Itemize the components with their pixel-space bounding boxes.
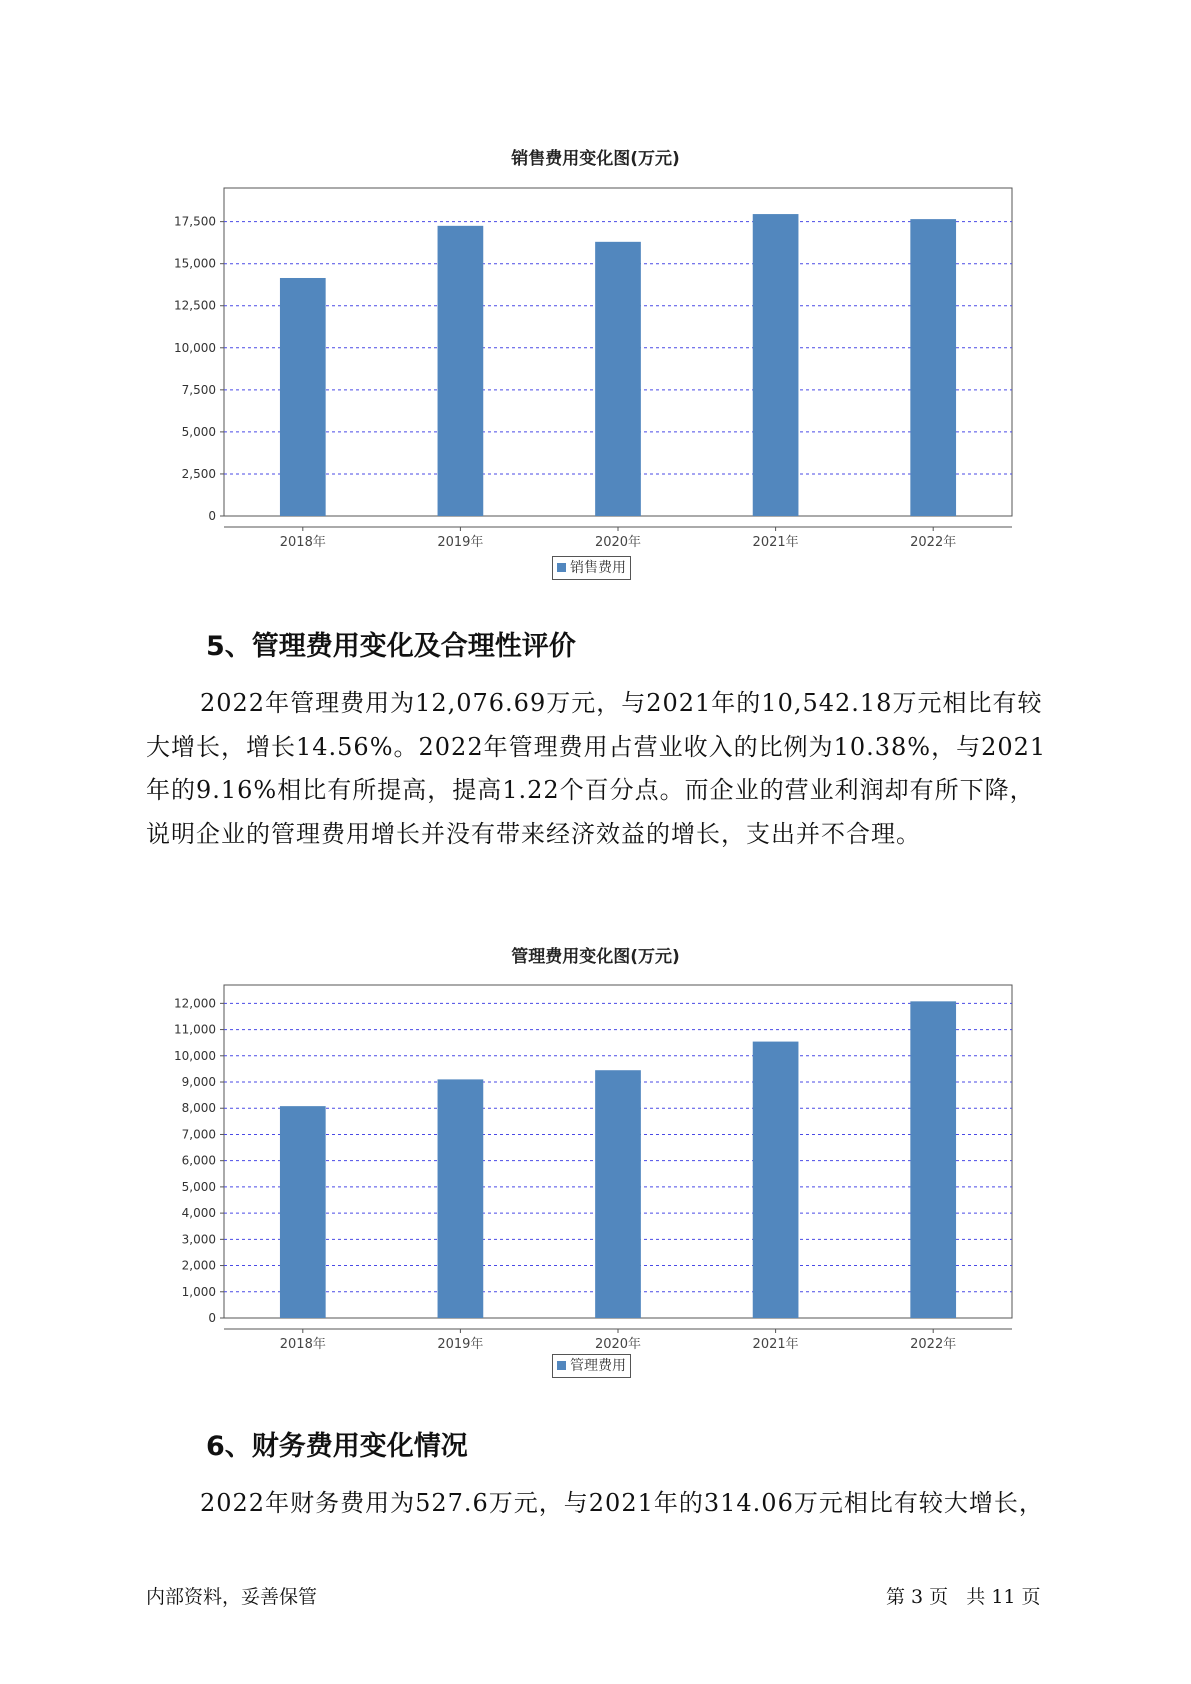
section-6-paragraph: 2022年财务费用为527.6万元，与2021年的314.06万元相比有较大增长，	[200, 1489, 1044, 1517]
x-tick-label: 2022年	[910, 535, 957, 550]
chart-2-legend	[552, 1354, 631, 1378]
y-tick-label: 5,000	[181, 1179, 216, 1194]
x-tick-label: 2021年	[752, 535, 799, 550]
x-tick-label: 2021年	[752, 1337, 799, 1352]
legend-swatch	[557, 1361, 566, 1370]
section-5-paragraph: 2022年管理费用为12,076.69万元，与2021年的10,542.18万元相比有较大增长，增长14.56%。2022年管理费用占营业收入的比例为10.38%，与2021年的9.16%相比有所提高，提高1.22个百分点。而企业的营业利润却有所下降，说明企业的管理费用增长并没有带来经济效益的增长，支出并不合理。	[146, 689, 1047, 848]
bar	[438, 1079, 484, 1318]
y-tick-label: 10,000	[174, 1048, 216, 1063]
chart-1-legend-label: 销售费用	[570, 560, 626, 576]
y-tick-label: 6,000	[181, 1153, 216, 1168]
footer-confidential-note: 内部资料，妥善保管	[146, 1586, 318, 1608]
y-tick-label: 4,000	[181, 1206, 216, 1221]
chart-2-legend-label: 管理费用	[570, 1358, 626, 1374]
y-tick-label: 10,000	[174, 340, 216, 355]
footer-page-number: 第 3 页 共 11 页	[886, 1586, 1041, 1608]
y-tick-label: 15,000	[174, 256, 216, 271]
y-tick-label: 7,000	[181, 1127, 216, 1142]
y-tick-label: 3,000	[181, 1232, 216, 1247]
y-tick-label: 2,500	[181, 466, 216, 481]
section-6-heading: 6、财务费用变化情况	[206, 1431, 468, 1462]
bar	[280, 1106, 326, 1318]
x-tick-label: 2018年	[279, 535, 326, 550]
section-5-heading: 5、管理费用变化及合理性评价	[206, 631, 576, 662]
y-tick-label: 17,500	[174, 214, 216, 229]
y-tick-label: 0	[208, 509, 216, 523]
bar	[910, 1001, 956, 1318]
y-tick-label: 1,000	[181, 1284, 216, 1299]
chart-1-title: 销售费用变化图(万元)	[511, 149, 680, 169]
y-tick-label: 7,500	[181, 382, 216, 397]
y-tick-label: 5,000	[181, 424, 216, 439]
bar	[753, 1042, 799, 1318]
x-tick-label: 2020年	[594, 1337, 642, 1352]
y-tick-label: 0	[208, 1311, 216, 1325]
x-tick-label: 2018年	[279, 1337, 326, 1352]
y-tick-label: 12,000	[174, 996, 216, 1011]
y-tick-label: 11,000	[174, 1022, 216, 1037]
y-tick-label: 12,500	[174, 298, 216, 313]
chart-2-title: 管理费用变化图(万元)	[511, 947, 680, 967]
y-tick-label: 2,000	[181, 1258, 216, 1273]
bar	[595, 1070, 641, 1318]
x-tick-label: 2019年	[437, 535, 484, 550]
y-tick-label: 8,000	[181, 1101, 216, 1116]
x-tick-label: 2022年	[910, 1337, 957, 1352]
y-tick-label: 9,000	[181, 1075, 216, 1090]
x-tick-label: 2020年	[594, 535, 642, 550]
x-tick-label: 2019年	[437, 1337, 484, 1352]
